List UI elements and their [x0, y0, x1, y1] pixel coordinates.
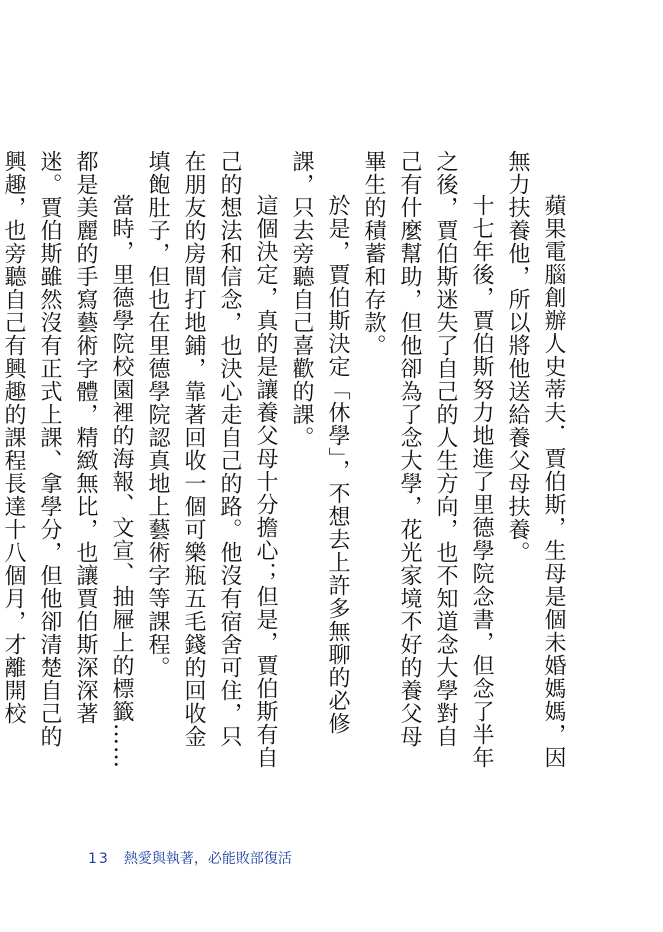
page-footer [88, 848, 292, 868]
paragraph-1: 蘋果電腦創辦人史蒂夫．賈伯斯，生母是個未婚媽媽，因無力扶養他，所以將他送給養父母扶養。 [505, 150, 566, 769]
page-number: 13 [88, 851, 110, 867]
paragraph-3: 於是，賈伯斯決定「休學」，不想去上許多無聊的必修課，只去旁聽自己喜歡的課。 [289, 150, 350, 735]
paragraph-2: 十七年後，賈伯斯努力地進了里德學院念書，但念了半年之後，賈伯斯迷失了自己的人生方向，也不知道念大學對自己有什麼幫助，但他卻為了念大學，花光家境不好的養父母畢生的積蓄和存款。 [361, 150, 494, 769]
paragraph-4: 這個決定，真的是讓養父母十分擔心；但是，賈伯斯有自己的想法和信念，也決心走自己的路。他沒有宿舍可住，只在朋友的房間打地鋪，靠著回收一個可樂瓶五毛錢的回收金填飽肚子，但也在里德學院認真地上藝術字等課程。 [145, 150, 278, 769]
running-title: 熱愛與執著，必能敗部復活 [123, 851, 292, 867]
body-text [1, 150, 571, 770]
paragraph-5: 當時，里德學院校園裡的海報、文宣、抽屜上的標籤……都是美麗的手寫藝術字體，精緻無比，也讓賈伯斯深深著迷。賈伯斯雖然沒有正式上課、拿學分，但他卻清楚自己的興趣，也旁聽自己有興趣的課程長達十八個月，才離開校 [1, 150, 134, 769]
